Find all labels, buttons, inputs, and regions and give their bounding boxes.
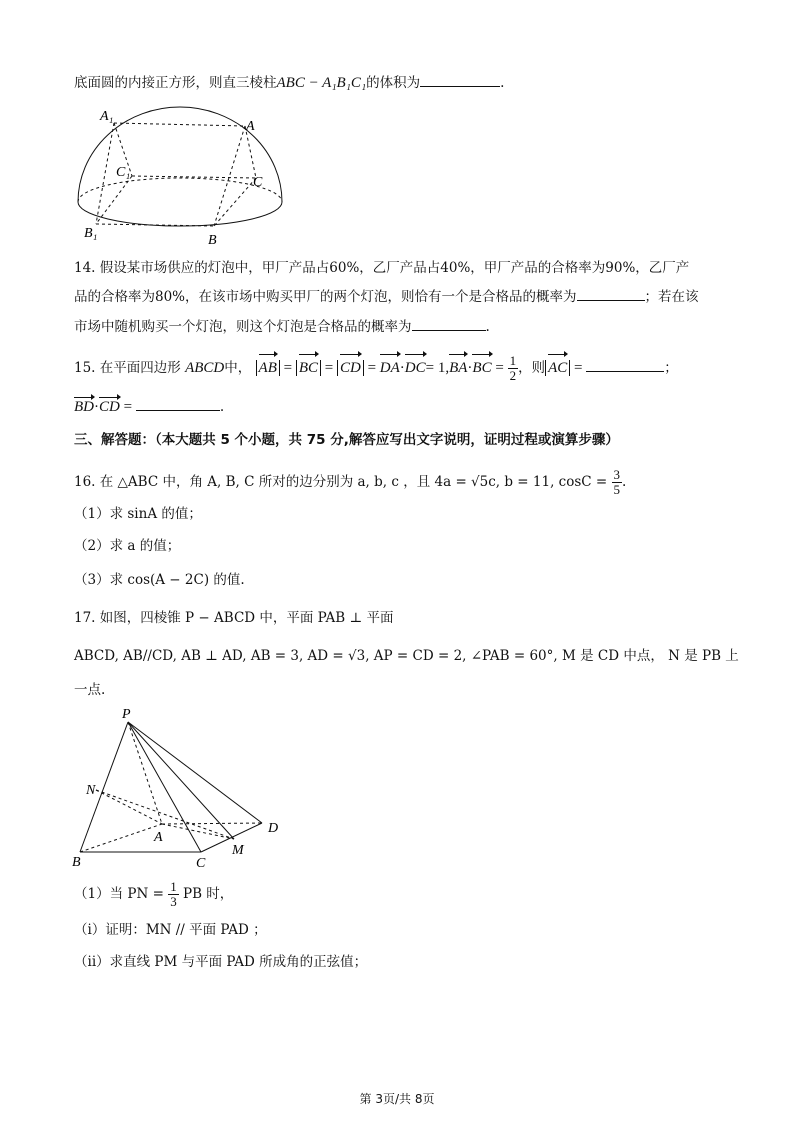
- answer-blank: [586, 357, 664, 372]
- q16-part1: （1）求 sinA 的值；: [74, 506, 202, 522]
- q14-line3-text: 市场中随机购买一个灯泡，则这个灯泡是合格品的概率为: [74, 319, 412, 335]
- base-back-ellipse: [78, 178, 282, 202]
- label-P: P: [122, 707, 131, 722]
- label-B: B: [72, 855, 81, 870]
- fraction-one-half: $\frac{1}{2}$: [509, 353, 517, 383]
- q15-number: 15. 在平面四边形: [74, 360, 181, 376]
- q15-semi: ；: [664, 360, 678, 376]
- label-C: C: [196, 856, 206, 871]
- q16-part2: （2）求 a 的值；: [74, 538, 181, 554]
- q17-stem2: ABCD, AB//CD, AB ⊥ AD, AB = 3, AD = √3, AP = CD = 2, ∠PAB = 60°, M 是 CD 中点， N 是 PB 上: [74, 648, 739, 664]
- q17-part1-text: （1）当 PN =: [74, 886, 164, 902]
- q13-line: [74, 72, 504, 93]
- base-front-ellipse: [78, 202, 282, 226]
- answer-blank: [577, 286, 645, 301]
- q15-ze: ，则: [518, 360, 546, 376]
- hemisphere-prism-figure: [70, 100, 290, 250]
- label-C: C: [253, 175, 263, 190]
- q16-stem-end: .: [622, 474, 627, 490]
- q15-end: .: [219, 399, 225, 415]
- label-N: N: [86, 783, 96, 798]
- q16-part3: （3）求 cos(A − 2C) 的值.: [74, 572, 245, 588]
- pyramid-figure: [66, 704, 296, 874]
- fraction-three-fifths: $\frac{3}{5}$: [613, 467, 621, 497]
- label-D: D: [268, 821, 279, 836]
- label-B1: B₁: [84, 226, 98, 241]
- q16-stem-text: 16. 在 △ABC 中，角 A, B, C 所对的边分别为 a, b, c ，且 4a = √5c, b = 11, cosC =: [74, 474, 608, 490]
- q17-part1: [74, 880, 233, 909]
- label-A: A: [246, 119, 255, 134]
- q14-line2-end: ；若在该: [644, 289, 699, 305]
- section-heading: 三、解答题：（本大题共 5 个小题，共 75 分,解答应写出文字说明，证明过程或演算步骤）: [74, 432, 619, 448]
- q15-zhong: 中，: [224, 360, 252, 376]
- q13-text-b: 的体积为: [366, 75, 421, 91]
- q14-line3: [74, 316, 490, 337]
- label-M: M: [232, 843, 244, 858]
- page-footer: 第 3页/共 8页: [359, 1092, 435, 1106]
- q14-line1: 14. 假设某市场供应的灯泡中，甲厂产品占60%，乙厂产品占40%，甲厂产品的合格率为90%，乙厂产: [74, 260, 690, 276]
- label-B: B: [208, 233, 217, 248]
- q15-line1: 15. 在平面四边形 ABCD中， AB = BC = CD = DA·DC= 1,BA·BC = $\frac{1}{2}$ ，则 AC = ；: [74, 353, 678, 383]
- answer-blank: [412, 316, 486, 331]
- answer-blank: [420, 72, 500, 87]
- q17-part-i: （i）证明：MN // 平面 PAD ；: [74, 922, 267, 938]
- q14-line2-text: 品的合格率为80%，在该市场中购买甲厂的两个灯泡，则恰有一个是合格品的概率为: [74, 289, 577, 305]
- q13-math: ABC − A₁B₁C₁: [276, 75, 367, 91]
- label-A1: A₁: [100, 109, 114, 124]
- answer-blank: [136, 396, 220, 411]
- q16-stem: [74, 468, 626, 497]
- q17-stem1: 17. 如图，四棱锥 P − ABCD 中，平面 PAB ⊥ 平面: [74, 610, 394, 626]
- q17-part-ii: （ii）求直线 PM 与平面 PAD 所成角的正弦值；: [74, 954, 368, 970]
- q14-line3-end: .: [485, 319, 490, 335]
- q17-stem3: 一点.: [74, 682, 106, 698]
- q17-part1-end: PB 时，: [182, 886, 234, 902]
- q15-line2: BD·CD = .: [74, 396, 224, 417]
- q15-eq1: = 1,: [425, 360, 450, 376]
- label-A: A: [154, 830, 163, 845]
- q13-text-a: 底面圆的内接正方形，则直三棱柱: [74, 75, 277, 91]
- q13-end: .: [500, 75, 505, 91]
- fraction-one-third: $\frac{1}{3}$: [170, 879, 177, 909]
- label-C1: C₁: [116, 165, 131, 180]
- q15-quad: ABCD: [185, 360, 225, 376]
- q14-line2: [74, 286, 699, 307]
